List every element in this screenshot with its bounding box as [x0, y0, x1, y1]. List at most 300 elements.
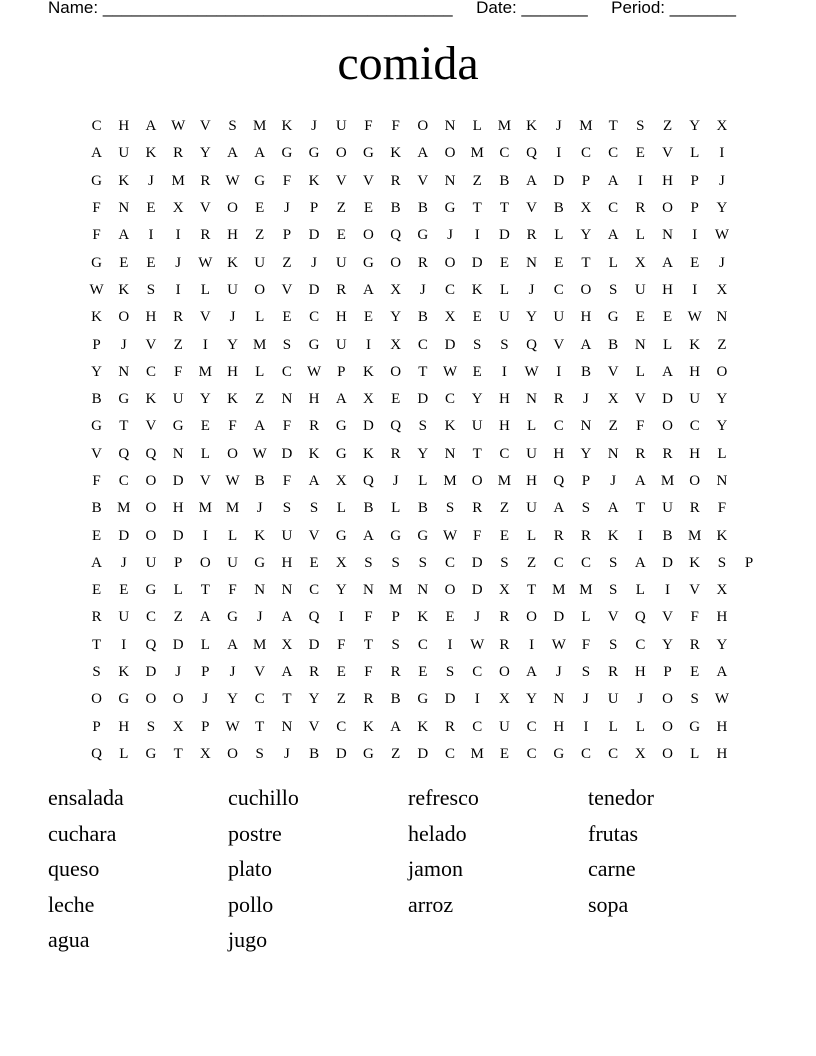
grid-letter: G	[417, 227, 429, 244]
grid-letter: Y	[716, 391, 728, 408]
grid-letter: L	[581, 609, 591, 626]
grid-letter: G	[118, 391, 130, 408]
grid-letter: Y	[526, 691, 538, 708]
grid-letter: H	[335, 309, 347, 326]
grid-letter: O	[662, 691, 673, 708]
grid-letter: R	[580, 527, 591, 544]
grid-letter: W	[225, 718, 240, 735]
grid-letter: S	[391, 554, 400, 571]
grid-letter: A	[199, 609, 211, 626]
grid-row	[83, 714, 763, 741]
grid-letter: O	[444, 254, 456, 271]
grid-letter: Q	[526, 336, 538, 353]
grid-letter: T	[608, 118, 618, 135]
grid-letter: N	[716, 309, 728, 326]
grid-letter: N	[363, 582, 374, 599]
grid-letter: A	[281, 664, 293, 681]
grid-letter: W	[442, 527, 458, 544]
grid-letter: G	[254, 172, 266, 189]
grid-letter: I	[692, 227, 698, 244]
grid-letter: E	[635, 309, 645, 326]
grid-letter: D	[417, 745, 429, 762]
grid-letter: L	[635, 582, 645, 599]
grid-letter: Q	[634, 609, 646, 626]
grid-letter: B	[608, 336, 619, 353]
grid-letter: D	[498, 227, 510, 244]
grid-letter: A	[607, 227, 619, 244]
grid-letter: B	[254, 473, 265, 489]
grid-letter: N	[526, 391, 538, 408]
grid-letter: M	[117, 500, 131, 517]
grid-letter: I	[501, 363, 507, 380]
grid-letter: R	[472, 500, 483, 517]
grid-letter: N	[553, 691, 565, 708]
grid-letter: N	[172, 445, 184, 462]
grid-letter: P	[282, 227, 292, 244]
grid-letter: V	[281, 281, 293, 298]
grid-letter: W	[252, 445, 267, 462]
grid-letter: C	[472, 664, 483, 681]
grid-letter: S	[418, 418, 428, 435]
grid-letter: Z	[255, 227, 265, 244]
grid-letter: U	[634, 281, 646, 298]
grid-letter: E	[499, 527, 509, 544]
header-fields	[48, 0, 736, 18]
grid-letter: X	[607, 391, 619, 408]
grid-letter: K	[363, 445, 374, 462]
grid-letter: Z	[527, 554, 537, 571]
grid-row	[83, 550, 763, 577]
grid-row	[83, 359, 763, 386]
grid-letter: G	[335, 445, 347, 462]
grid-letter: O	[145, 473, 157, 489]
grid-letter: D	[172, 473, 184, 489]
word-list-item: jamon	[408, 856, 463, 881]
grid-letter: O	[145, 500, 157, 517]
grid-letter: L	[635, 363, 645, 380]
grid-letter: U	[471, 418, 483, 435]
grid-letter: A	[607, 172, 619, 189]
grid-letter: M	[253, 336, 267, 353]
grid-letter: V	[308, 718, 320, 735]
grid-letter: R	[662, 445, 673, 462]
grid-letter: K	[689, 554, 701, 571]
grid-letter: I	[583, 718, 589, 735]
grid-letter: D	[417, 391, 429, 408]
grid-letter: C	[689, 418, 700, 435]
word-list-item: tenedor	[588, 785, 654, 810]
grid-letter: H	[281, 554, 293, 571]
grid-letter: N	[281, 582, 293, 599]
grid-letter: P	[337, 363, 346, 380]
grid-letter: I	[637, 527, 643, 544]
grid-letter: G	[91, 172, 103, 189]
grid-letter: K	[118, 281, 130, 298]
grid-letter: P	[92, 336, 101, 353]
word-list-item: helado	[408, 820, 467, 846]
grid-letter: B	[390, 691, 401, 708]
grid-letter: X	[580, 200, 592, 217]
grid-letter: O	[363, 227, 374, 244]
grid-letter: R	[608, 664, 619, 681]
grid-letter: D	[471, 254, 483, 271]
grid-letter: Q	[526, 145, 538, 162]
grid-letter: W	[714, 227, 729, 244]
grid-letter: L	[527, 418, 537, 435]
grid-letter: E	[282, 309, 292, 326]
word-list-item: carne	[588, 856, 636, 881]
grid-letter: S	[690, 691, 699, 708]
grid-letter: A	[634, 554, 646, 571]
grid-letter: I	[175, 227, 181, 244]
grid-letter: X	[498, 582, 510, 599]
grid-letter: Y	[199, 145, 211, 162]
grid-letter: O	[662, 718, 673, 735]
word-list-item: arroz	[408, 891, 454, 917]
grid-letter: R	[553, 527, 564, 544]
grid-letter: C	[336, 718, 347, 735]
grid-letter: V	[526, 200, 538, 217]
grid-letter: R	[635, 445, 646, 462]
grid-letter: Z	[173, 609, 183, 626]
grid-row	[83, 195, 763, 222]
grid-letter: V	[145, 336, 157, 353]
grid-letter: C	[526, 745, 537, 762]
grid-letter: N	[526, 254, 538, 271]
grid-letter: B	[417, 309, 428, 326]
grid-letter: J	[610, 473, 617, 489]
grid-letter: E	[309, 554, 319, 571]
grid-letter: K	[308, 172, 320, 189]
grid-letter: C	[499, 445, 510, 462]
grid-letter: W	[551, 636, 566, 653]
grid-letter: C	[281, 363, 292, 380]
grid-letter: J	[718, 172, 725, 189]
grid-letter: K	[308, 445, 320, 462]
grid-letter: K	[444, 418, 456, 435]
grid-letter: C	[145, 363, 156, 380]
grid-letter: T	[581, 254, 591, 271]
grid-letter: I	[121, 636, 127, 653]
grid-letter: G	[335, 418, 347, 435]
grid-letter: J	[120, 336, 127, 353]
grid-letter: K	[227, 254, 238, 271]
grid-letter: W	[524, 363, 539, 380]
period-blank: _______	[669, 0, 736, 17]
grid-letter: P	[173, 554, 183, 571]
grid-letter: K	[145, 391, 157, 408]
grid-letter: J	[283, 200, 290, 217]
grid-letter: M	[497, 473, 512, 489]
grid-letter: X	[335, 473, 347, 489]
grid-letter: U	[118, 145, 130, 162]
grid-letter: L	[635, 718, 645, 735]
grid-letter: J	[528, 281, 535, 298]
grid-letter: H	[553, 718, 565, 735]
word-list-item: refresco	[408, 785, 479, 810]
grid-letter: F	[282, 418, 292, 435]
grid-letter: H	[634, 664, 646, 681]
grid-row	[83, 522, 763, 549]
grid-letter: G	[91, 254, 103, 271]
grid-letter: J	[555, 664, 562, 681]
grid-letter: C	[580, 745, 591, 762]
grid-row	[83, 495, 763, 522]
grid-letter: Y	[390, 309, 402, 326]
grid-letter: L	[717, 445, 727, 462]
grid-letter: O	[199, 554, 211, 571]
grid-letter: Y	[662, 636, 673, 653]
grid-letter: A	[118, 227, 130, 244]
grid-letter: J	[148, 172, 154, 189]
grid-letter: A	[526, 664, 538, 681]
grid-letter: D	[553, 172, 565, 189]
grid-letter: E	[391, 391, 401, 408]
grid-letter: O	[662, 418, 673, 435]
grid-row	[83, 741, 763, 768]
grid-letter: N	[662, 227, 673, 244]
grid-letter: K	[91, 309, 103, 326]
grid-letter: R	[200, 227, 211, 244]
grid-letter: A	[526, 172, 538, 189]
grid-letter: K	[526, 118, 538, 135]
grid-letter: V	[417, 172, 429, 189]
grid-letter: O	[444, 145, 456, 162]
grid-letter: D	[471, 554, 483, 571]
grid-letter: S	[608, 636, 618, 653]
grid-letter: V	[662, 609, 673, 626]
grid-letter: I	[202, 336, 208, 353]
grid-letter: A	[417, 145, 429, 162]
grid-letter: Y	[199, 391, 211, 408]
grid-letter: K	[363, 363, 374, 380]
grid-letter: G	[553, 745, 565, 762]
grid-letter: L	[554, 227, 564, 244]
grid-letter: O	[118, 309, 130, 326]
grid-letter: J	[256, 609, 263, 626]
grid-letter: R	[363, 691, 374, 708]
grid-letter: G	[335, 527, 347, 544]
grid-row	[83, 659, 763, 686]
grid-letter: O	[91, 691, 103, 708]
grid-letter: L	[527, 527, 537, 544]
grid-letter: I	[692, 281, 698, 298]
grid-letter: H	[118, 118, 130, 135]
grid-letter: A	[227, 145, 238, 162]
grid-letter: C	[445, 281, 456, 298]
grid-letter: D	[662, 391, 673, 408]
grid-letter: D	[662, 554, 673, 571]
grid-letter: F	[473, 527, 482, 544]
grid-letter: U	[335, 118, 347, 135]
grid-letter: L	[418, 473, 428, 489]
grid-letter: Y	[716, 418, 728, 435]
grid-letter: D	[335, 745, 347, 762]
grid-letter: F	[717, 500, 727, 517]
grid-letter: Y	[227, 691, 238, 708]
grid-letter: M	[579, 118, 593, 135]
grid-letter: E	[200, 418, 210, 435]
grid-letter: U	[498, 718, 510, 735]
grid-letter: J	[229, 664, 236, 681]
grid-row	[83, 413, 763, 440]
grid-letter: C	[580, 145, 591, 162]
grid-letter: Y	[471, 391, 483, 408]
grid-letter: G	[363, 254, 374, 271]
grid-letter: K	[145, 145, 157, 162]
grid-letter: H	[498, 418, 510, 435]
grid-letter: E	[472, 309, 482, 326]
grid-letter: X	[716, 582, 728, 599]
grid-letter: H	[553, 445, 565, 462]
grid-letter: X	[716, 118, 728, 135]
grid-letter: X	[390, 336, 402, 353]
grid-letter: L	[255, 309, 265, 326]
grid-letter: S	[608, 582, 618, 599]
grid-letter: J	[256, 500, 263, 517]
grid-letter: V	[199, 309, 211, 326]
grid-letter: K	[118, 172, 130, 189]
grid-letter: X	[634, 254, 646, 271]
grid-letter: A	[662, 254, 673, 271]
grid-letter: J	[175, 254, 182, 271]
grid-row	[83, 168, 763, 195]
grid-letter: J	[311, 118, 318, 135]
grid-letter: J	[311, 254, 318, 271]
grid-letter: E	[499, 254, 509, 271]
grid-letter: G	[145, 745, 157, 762]
grid-letter: A	[363, 527, 374, 544]
grid-letter: B	[553, 200, 564, 217]
grid-letter: E	[363, 309, 374, 326]
grid-letter: B	[417, 200, 428, 217]
grid-letter: R	[390, 172, 401, 189]
grid-letter: S	[146, 718, 156, 735]
grid-letter: M	[253, 118, 267, 135]
grid-letter: P	[201, 664, 210, 681]
grid-letter: B	[662, 527, 673, 544]
grid-letter: C	[608, 745, 619, 762]
grid-row	[83, 304, 763, 331]
grid-letter: C	[254, 691, 265, 708]
grid-letter: R	[689, 500, 700, 517]
grid-letter: M	[171, 172, 185, 189]
grid-letter: M	[470, 745, 484, 762]
grid-letter: S	[581, 500, 591, 517]
grid-letter: X	[444, 309, 456, 326]
grid-letter: X	[172, 718, 184, 735]
grid-letter: S	[608, 281, 618, 298]
grid-letter: D	[172, 636, 184, 653]
grid-letter: H	[227, 227, 238, 244]
grid-letter: O	[716, 363, 728, 380]
grid-letter: R	[689, 636, 700, 653]
grid-letter: Z	[282, 254, 292, 271]
grid-row	[83, 140, 763, 167]
grid-letter: U	[227, 281, 238, 298]
grid-letter: A	[145, 118, 157, 135]
grid-letter: E	[499, 745, 509, 762]
grid-letter: O	[471, 473, 483, 489]
grid-letter: E	[119, 254, 129, 271]
grid-letter: T	[173, 745, 183, 762]
grid-letter: N	[444, 118, 456, 135]
grid-letter: U	[227, 554, 238, 571]
grid-letter: E	[146, 200, 156, 217]
grid-letter: S	[255, 745, 264, 762]
grid-letter: V	[689, 582, 701, 599]
grid-letter: L	[227, 527, 238, 544]
grid-letter: F	[228, 418, 237, 435]
grid-letter: N	[634, 336, 646, 353]
grid-letter: V	[662, 145, 673, 162]
grid-letter: E	[336, 227, 346, 244]
grid-letter: N	[254, 582, 266, 599]
grid-letter: O	[662, 200, 673, 217]
grid-letter: L	[635, 227, 645, 244]
grid-letter: S	[445, 664, 455, 681]
grid-letter: T	[499, 200, 509, 217]
grid-letter: X	[281, 636, 293, 653]
grid-letter: O	[444, 582, 456, 599]
grid-letter: G	[145, 582, 157, 599]
grid-letter: V	[607, 609, 619, 626]
grid-letter: K	[281, 118, 293, 135]
grid-letter: W	[89, 281, 104, 298]
grid-letter: P	[581, 473, 591, 489]
grid-letter: M	[497, 118, 512, 135]
word-list-item: cuchara	[48, 820, 117, 846]
grid-letter: I	[447, 636, 453, 653]
grid-row	[83, 331, 763, 358]
grid-letter: A	[281, 609, 293, 626]
grid-letter: X	[498, 691, 510, 708]
grid-letter: H	[172, 500, 184, 517]
grid-letter: G	[689, 718, 701, 735]
grid-letter: J	[283, 745, 290, 762]
grid-letter: S	[500, 336, 509, 353]
grid-letter: L	[472, 118, 482, 135]
grid-letter: E	[255, 200, 265, 217]
grid-letter: I	[474, 227, 480, 244]
grid-letter: F	[92, 473, 101, 489]
grid-letter: F	[282, 473, 292, 489]
grid-letter: F	[690, 609, 699, 626]
grid-letter: F	[581, 636, 591, 653]
grid-letter: K	[254, 527, 266, 544]
grid-letter: Q	[91, 745, 103, 762]
grid-letter: H	[308, 391, 320, 408]
grid-letter: O	[390, 254, 402, 271]
grid-letter: A	[716, 664, 728, 681]
grid-letter: W	[225, 473, 240, 489]
grid-letter: J	[637, 691, 644, 708]
word-list-item: leche	[48, 891, 95, 917]
word-list-item: ensalada	[48, 785, 124, 810]
grid-letter: F	[92, 227, 101, 244]
grid-letter: O	[390, 363, 402, 380]
grid-letter: L	[173, 582, 183, 599]
grid-letter: E	[662, 309, 673, 326]
grid-letter: S	[418, 554, 428, 571]
grid-letter: O	[526, 609, 538, 626]
grid-letter: N	[607, 445, 619, 462]
grid-letter: K	[689, 336, 701, 353]
grid-letter: D	[281, 445, 293, 462]
grid-letter: B	[499, 172, 510, 189]
grid-letter: R	[309, 664, 320, 681]
grid-letter: M	[579, 582, 593, 599]
